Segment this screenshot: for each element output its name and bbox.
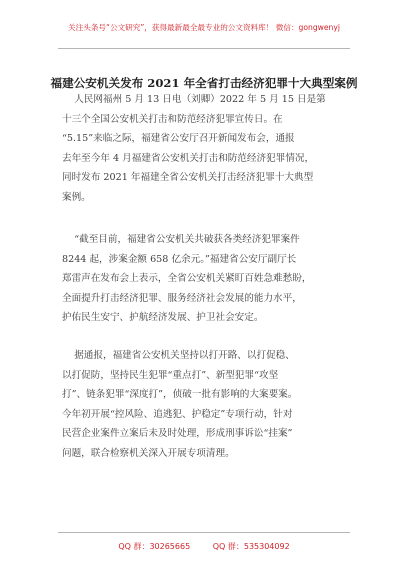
footer-contact <box>0 541 408 552</box>
article-title: 福建公安机关发布 2021 年全省打击经济犯罪十大典型案例 <box>50 76 358 90</box>
paragraph-line: 今年初开展“控风险、追逃犯、护稳定”专项行动，针对 <box>62 408 293 420</box>
footer-divider <box>58 532 350 533</box>
paragraph-line: 据通报，福建省公安机关坚持以打开路、以打促稳、 <box>62 350 295 361</box>
paragraph-2 <box>62 230 350 328</box>
paragraph-line: 人民网福州 5 月 13 日电（刘卿）2022 年 5 月 15 日是第 <box>62 94 326 105</box>
paragraph-line: 打”、链条犯罪“深度打”，侦破一批有影响的大案要案。 <box>62 389 298 401</box>
paragraph-line: 去年至今年 4 月福建省公安机关打击和防范经济犯罪情况， <box>62 152 315 164</box>
paragraph-line: 8244 起，涉案金额 658 亿余元。”福建省公安厅副厅长 <box>62 253 297 265</box>
paragraph-line: 民营企业案件立案后未及时处理，形成刑事诉讼“挂案” <box>62 428 293 440</box>
paragraph-line: 以打促防，坚持民生犯罪“重点打”、新型犯罪“攻坚 <box>62 369 279 381</box>
paragraph-line: 同时发布 2021 年福建全省公安机关打击经济犯罪十大典型 <box>62 172 314 184</box>
paragraph-line: 全面提升打击经济犯罪、服务经济社会发展的能力水平， <box>62 292 302 304</box>
paragraph-line: 十三个全国公安机关打击和防范经济犯罪宣传日。在 <box>62 113 283 125</box>
header-divider <box>58 48 350 49</box>
paragraph-line: “截至目前，福建省公安机关共破获各类经济犯罪案件 <box>62 234 300 245</box>
paragraph-line: 问题，联合检察机关深入开展专项清理。 <box>62 447 235 459</box>
paragraph-line: 案例。 <box>62 191 91 203</box>
paragraph-3 <box>62 346 350 464</box>
paragraph-1 <box>62 90 350 208</box>
paragraph-line: 郑雷声在发布会上表示，全省公安机关紧盯百姓急难愁盼， <box>62 273 312 285</box>
qq-group-1: QQ 群：30265665 <box>118 542 191 551</box>
paragraph-line: “5.15”来临之际，福建省公安厅召开新闻发布会，通报 <box>62 133 295 145</box>
paragraph-line: 护佑民生安宁、护航经济发展、护卫社会安定。 <box>62 312 264 324</box>
top-banner: 关注头条号“公文研究”，获得最新最全最专业的公文资料库！ 微信：gongwenyj <box>68 23 340 32</box>
qq-group-2: QQ 群：535304092 <box>212 542 290 551</box>
